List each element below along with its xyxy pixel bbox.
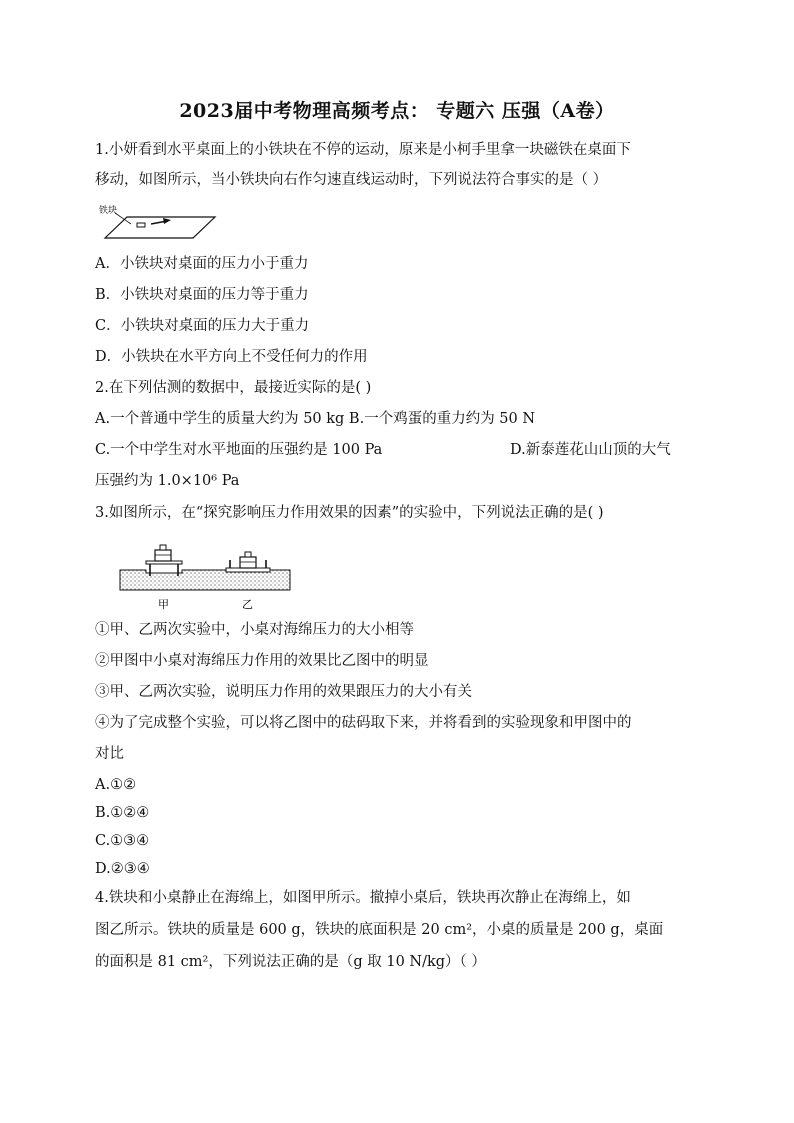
q3-statement-2: ②甲图中小桌对海绵压力作用的效果比乙图中的明显 bbox=[95, 653, 429, 669]
q1-table-surface bbox=[105, 217, 215, 238]
q3-option-d: D.②③④ bbox=[95, 861, 150, 877]
document-title: 2023届中考物理高频考点： 专题六 压强（A卷） bbox=[179, 100, 615, 122]
q3-weight-jia bbox=[155, 550, 171, 561]
q3-statement-1: ①甲、乙两次实验中，小桌对海绵压力的大小相等 bbox=[95, 622, 414, 638]
q4-line2: 图乙所示。铁块的质量是 600 g，铁块的底面积是 20 cm²，小桌的质量是 200 g，桌面 bbox=[95, 922, 664, 938]
q1-iron-block bbox=[137, 223, 145, 227]
q3-stem: 3.如图所示，在“探究影响压力作用效果的因素”的实验中，下列说法正确的是( ) bbox=[95, 505, 604, 521]
q1-option-a: A．小铁块对桌面的压力小于重力 bbox=[95, 256, 309, 272]
q1-option-b: B．小铁块对桌面的压力等于重力 bbox=[95, 287, 309, 303]
q4-line1: 4.铁块和小桌静止在海绵上，如图甲所示。撤掉小桌后，铁块再次静止在海绵上，如 bbox=[95, 890, 631, 906]
q2-option-d-part2: 压强约为 1.0×10⁶ Pa bbox=[95, 473, 240, 489]
q1-figure-magnet-table bbox=[97, 203, 217, 243]
q1-option-c: C．小铁块对桌面的压力大于重力 bbox=[95, 318, 310, 334]
q3-figure-sponge-experiment bbox=[118, 540, 293, 612]
q3-option-a: A.①② bbox=[95, 777, 137, 793]
q3-weight-yi bbox=[240, 557, 256, 568]
q1-stem-line1: 1.小妍看到水平桌面上的小铁块在不停的运动，原来是小柯手里拿一块磁铁在桌面下 bbox=[95, 142, 631, 158]
q3-label-yi: 乙 bbox=[242, 598, 253, 611]
q1-option-d: D．小铁块在水平方向上不受任何力的作用 bbox=[95, 349, 368, 365]
q1-motion-arrow-head bbox=[163, 218, 171, 224]
q2-options-ab: A.一个普通中学生的质量大约为 50 kg B.一个鸡蛋的重力约为 50 N bbox=[95, 411, 536, 427]
q3-label-jia: 甲 bbox=[158, 598, 169, 611]
q2-option-d-part1: D.新泰莲花山山顶的大气 bbox=[510, 442, 671, 458]
q1-figure-label: 铁块 bbox=[99, 206, 118, 216]
q3-sponge bbox=[120, 570, 290, 590]
q3-option-b: B.①②④ bbox=[95, 805, 150, 821]
q2-stem: 2.在下列估测的数据中，最接近实际的是( ) bbox=[95, 380, 372, 396]
q3-statement-3: ③甲、乙两次实验，说明压力作用的效果跟压力的大小有关 bbox=[95, 684, 472, 700]
q3-statement-4: ④为了完成整个实验，可以将乙图中的砝码取下来，并将看到的实验现象和甲图中的 bbox=[95, 715, 632, 731]
q3-statement-4-cont: 对比 bbox=[95, 746, 124, 762]
q1-stem-line2: 移动，如图所示，当小铁块向右作匀速直线运动时，下列说法符合事实的是（ ） bbox=[95, 172, 608, 188]
q3-option-c: C.①③④ bbox=[95, 833, 150, 849]
q2-option-c: C.一个中学生对水平地面的压强约是 100 Pa bbox=[95, 442, 383, 458]
q4-line3: 的面积是 81 cm²，下列说法正确的是（g 取 10 N/kg）（ ） bbox=[95, 954, 486, 970]
q1-label-leader bbox=[115, 213, 131, 224]
